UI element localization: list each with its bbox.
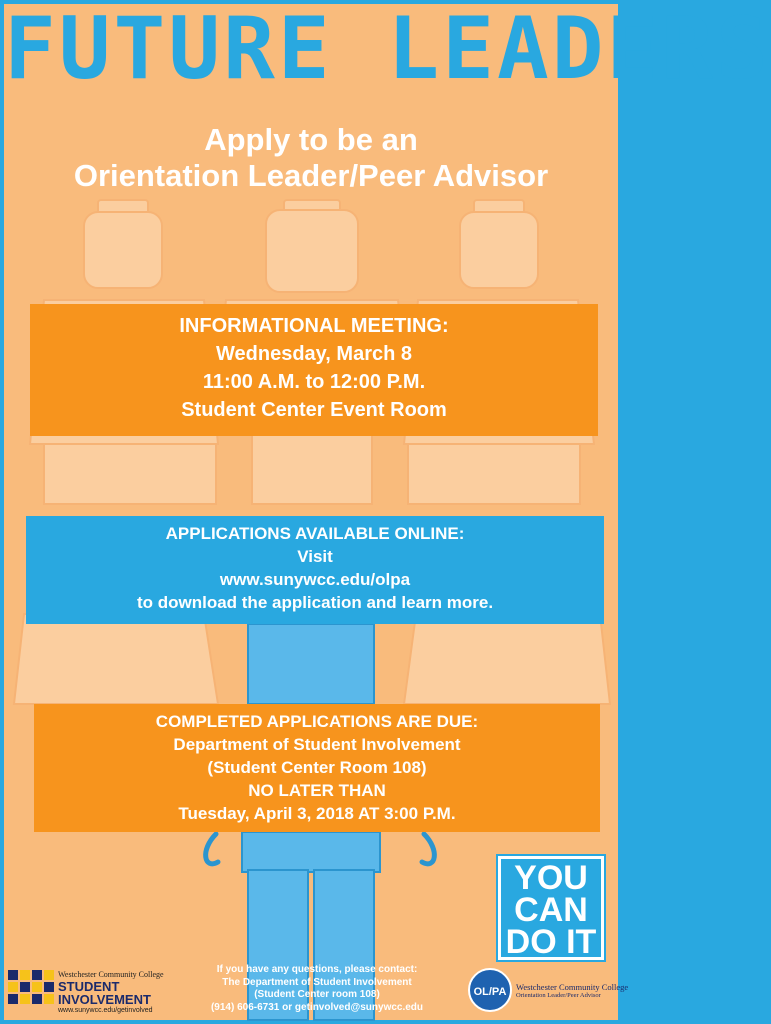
contact-line-3: (Student Center room 108) bbox=[254, 989, 380, 1000]
subtitle-line-1: Apply to be an bbox=[204, 122, 418, 157]
meeting-time: 11:00 A.M. to 12:00 P.M. bbox=[202, 371, 426, 393]
badge-line-2: CAN bbox=[514, 891, 588, 929]
applications-url[interactable]: www.sunywcc.edu/olpa bbox=[219, 570, 411, 589]
olpa-college-name: Westchester Community College bbox=[516, 982, 629, 992]
olpa-mark: OL/PA bbox=[468, 968, 512, 1012]
si-url[interactable]: www.sunywcc.edu/getinvolved bbox=[58, 1007, 153, 1014]
right-figure-head bbox=[460, 212, 538, 288]
student-involvement-logo bbox=[8, 970, 168, 1016]
right-figure-lower-torso bbox=[404, 614, 610, 704]
applications-instruction: to download the application and learn more. bbox=[136, 593, 494, 612]
you-can-do-it-badge bbox=[498, 856, 604, 960]
center-figure-head bbox=[266, 210, 358, 292]
left-figure-lower-torso bbox=[14, 614, 218, 704]
left-figure-head bbox=[84, 212, 162, 288]
contact-line-2: The Department of Student Involvement bbox=[222, 976, 412, 988]
due-deadline: Tuesday, April 3, 2018 AT 3:00 P.M. bbox=[178, 804, 456, 823]
meeting-location: Student Center Event Room bbox=[181, 399, 447, 421]
blue-figure-hips bbox=[242, 832, 380, 872]
headline: FUTURE LEADERS bbox=[4, 0, 771, 99]
applications-online-heading: APPLICATIONS AVAILABLE ONLINE: bbox=[165, 524, 465, 543]
due-deadline-label: NO LATER THAN bbox=[248, 781, 386, 800]
si-college-name: Westchester Community College bbox=[58, 970, 164, 979]
badge-line-1: YOU bbox=[514, 859, 588, 897]
applications-visit: Visit bbox=[297, 547, 333, 566]
center-figure-hips bbox=[252, 434, 372, 504]
student-involvement-grid-icon bbox=[8, 970, 54, 1012]
si-word-involvement: INVOLVEMENT bbox=[58, 992, 151, 1007]
contact-line-4[interactable]: (914) 606-6731 or getinvolved@sunywcc.edu bbox=[210, 1001, 424, 1013]
due-heading: COMPLETED APPLICATIONS ARE DUE: bbox=[155, 712, 479, 731]
left-hand-icon bbox=[206, 834, 218, 864]
due-room: (Student Center Room 108) bbox=[207, 758, 427, 777]
contact-line-1: If you have any questions, please contact: bbox=[216, 964, 418, 975]
due-department: Department of Student Involvement bbox=[173, 735, 461, 754]
olpa-logo bbox=[466, 966, 629, 1016]
right-figure-legs bbox=[408, 444, 580, 504]
meeting-heading: INFORMATIONAL MEETING: bbox=[179, 315, 449, 337]
left-figure-legs bbox=[44, 444, 216, 504]
contact-info bbox=[174, 964, 460, 1014]
badge-line-3: DO IT bbox=[505, 923, 597, 961]
poster bbox=[4, 0, 771, 1020]
due-banner bbox=[34, 704, 600, 832]
si-word-student: STUDENT bbox=[58, 979, 120, 994]
blue-figure-torso bbox=[248, 624, 374, 704]
meeting-date: Wednesday, March 8 bbox=[216, 343, 412, 365]
olpa-program-name: Orientation Leader/Peer Advisor bbox=[516, 992, 601, 999]
meeting-banner bbox=[30, 304, 598, 436]
right-hand-icon bbox=[422, 834, 434, 864]
applications-online-banner bbox=[26, 516, 604, 624]
subtitle-line-2: Orientation Leader/Peer Advisor bbox=[73, 158, 549, 193]
